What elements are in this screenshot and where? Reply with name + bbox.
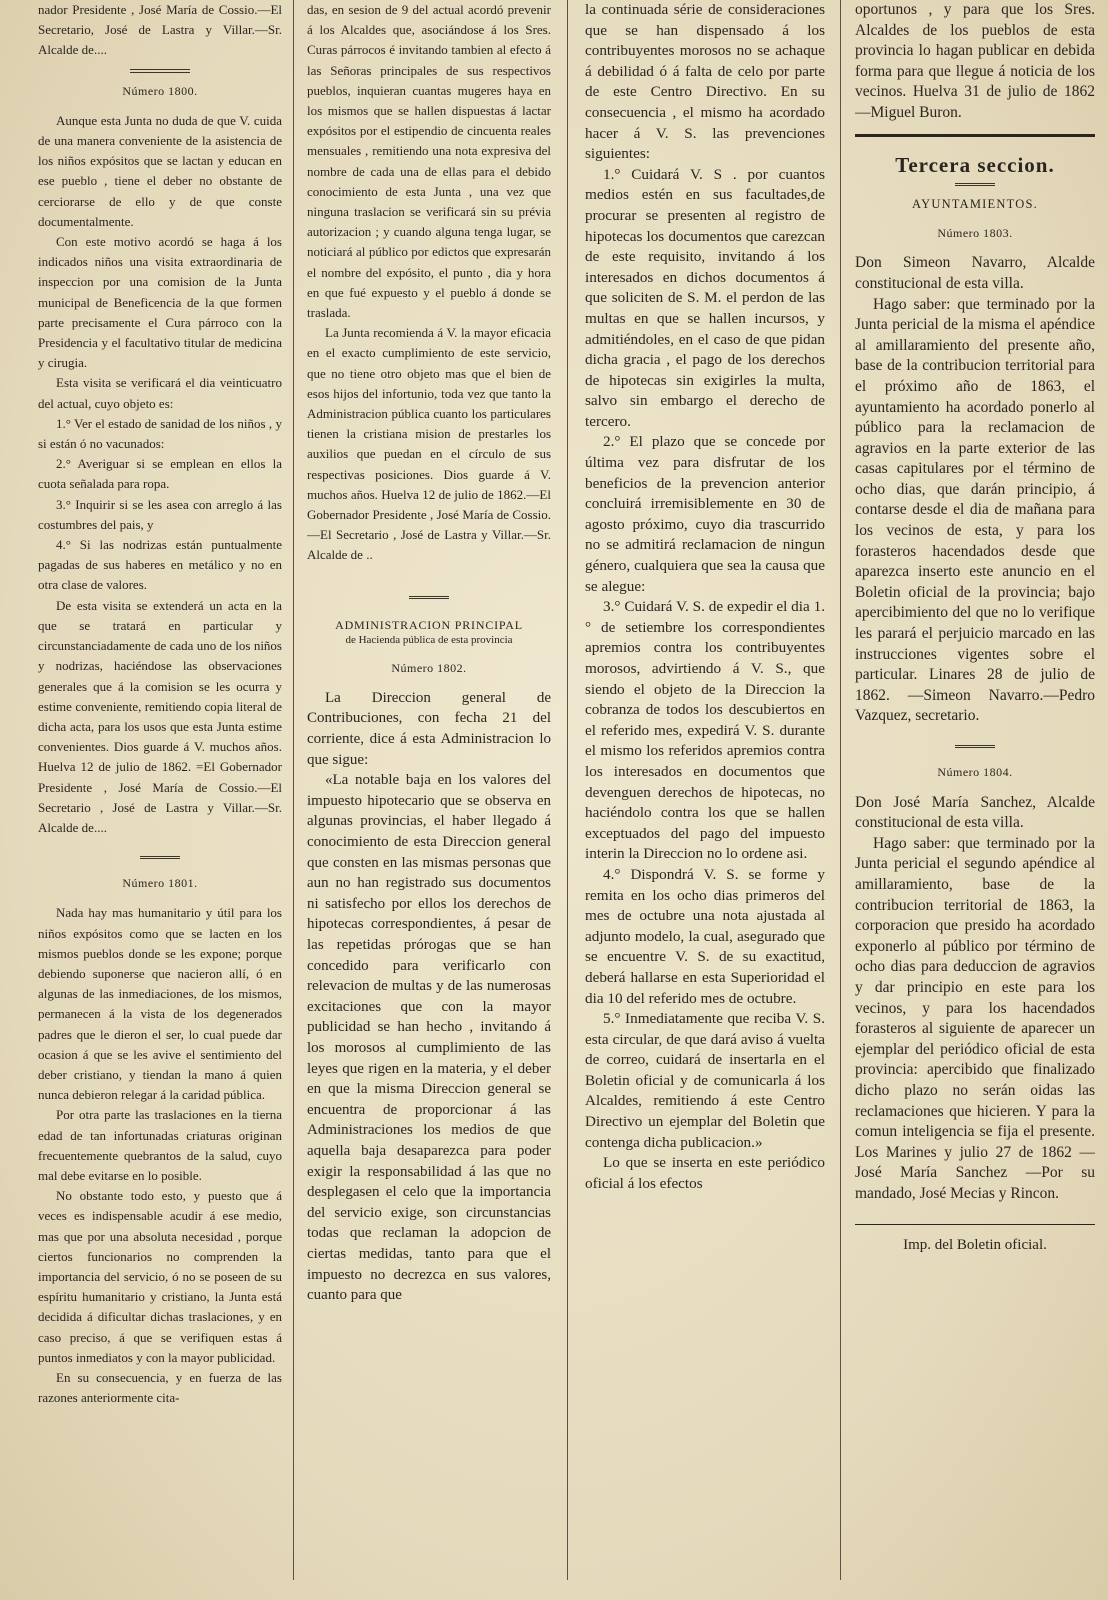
paragraph: Hago saber: que terminado por la Junta pericial el segundo apéndice al amillaramiento, base de la contribucion territorial de 1863, la corporacion que presido ha acordado exponerlo al público por término de ocho dias para deduccion de agravios y dar principio en este para los vecinos, y para los hacendados forasteros al siguiente de aparecer un ejemplar del periódico oficial de esta provincia: apercibido que finalizado dicho plazo no serán oidas las reclamaciones que hicieren. Y para la comun inteligencia se fija el presente. Los Marines y julio 27 de 1862 —José María Sanchez —Por su mandado, José Mecias y Rincon. bbox=[855, 834, 1095, 1202]
section-heading: ADMINISTRACION PRINCIPAL bbox=[335, 617, 523, 632]
paragraph: Por otra parte las traslaciones en la tierna edad de tan infortunadas criaturas originan frecuentemente quebrantos de la salud, cuyo mal debe evitarse en lo posible. bbox=[38, 1107, 282, 1183]
paragraph: La Junta recomienda á V. la mayor eficacia en el exacto cumplimiento de este servicio, que no tiene otro objeto mas que el bien de esos hijos del infortunio, toda vez que tanto la Administracion pública cuanto los particulares tienen la cristiana mision de prestarles los auxilios que puedan en el círculo de sus respectivas posiciones. Dios guarde á V. muchos años. Huelva 12 de julio de 1862.—El Gobernador Presidente , José María de Cossio.—El Secretario , José de Lastra y Villar.—Sr. Alcalde de .. bbox=[307, 325, 551, 563]
separator bbox=[140, 856, 180, 859]
section-subheading: de Hacienda pública de esta provincia bbox=[345, 633, 513, 646]
paragraph: Nada hay mas humanitario y útil para los niños expósitos como que se lacten en los mismos pueblos donde se les expone; porque debiendo suponerse que nacieron allí, ó en algunas de las inmediaciones, de los mismos, permanecen á la vista de los degenerados padres que le dieron el ser, lo cual puede dar ocasion á que se les avive el sentimiento del deber cristiano, y tiendan la mano á quien nunca debieron relegar á la caridad pública. bbox=[38, 905, 282, 1103]
paragraph: Con este motivo acordó se haga á los indicados niños una visita extraordinaria de inspeccion por una comision de la Junta municipal de Beneficencia de la que formen parte precisamente el Cura párroco con la Presidencia y el facultativo titular de medicina y cirugia. bbox=[38, 234, 282, 371]
paragraph: 3.° Inquirir si se les asea con arreglo á las costumbres del pais, y bbox=[38, 496, 282, 532]
notice-number: Número 1800. bbox=[122, 83, 198, 98]
paragraph: Hago saber: que terminado por la Junta pericial de la misma el apéndice al amillaramiento del presente año, base de la contribucion territorial para el próximo año de 1863, el ayuntamiento ha acordado ponerlo al público para la reclamacion de agravios en la parte exterior de las casas capitulares por el término de ocho dias, que darán principio, á contarse desde el dia de mañana para los vecinos de esta, y para los forasteros hacendados desde que aparezca inserto este anuncio en el Boletin oficial de la provincia; bajo apercibimiento del que no lo verifique les parará el perjuicio marcado en las instrucciones vigentes sobre el particular. Linares 28 de julio de 1862. —Simeon Navarro.—Pedro Vazquez, secretario. bbox=[855, 295, 1095, 725]
paragraph: La Direccion general de Contribuciones, con fecha 21 del corriente, dice á esta Administracion lo que sigue: bbox=[307, 689, 551, 768]
column-3 bbox=[585, 0, 825, 1600]
paragraph: das, en sesion de 9 del actual acordó prevenir á los Alcaldes que, asociándose á los Sres. Curas párrocos é invitando tambien al efecto á las Señoras principales de sus respectivos pueblos, inquieran cuantas mugeres haya en los mismos que se hallen dispuestas á lactar expósitos por el estipendio de cincuenta reales mensuales , remitiendo una nota expresiva del nombre de cada una de ellas para el debido conocimiento de esta Junta , una vez que ninguna traslacion se verificará sin su prévia autorizacion ; y cuando alguna tenga lugar, se noticiará al público por edictos que expresarán el nombre del expósito, el punto , dia y hora en que fué expuesto y el pueblo á donde se traslada. bbox=[307, 2, 551, 321]
paragraph: Esta visita se verificará el dia veinticuatro del actual, cuyo objeto es: bbox=[38, 375, 282, 411]
notice-number: Número 1802. bbox=[391, 660, 467, 675]
paragraph: 1.° Cuidará V. S . por cuantos medios estén en sus facultades,de procurar se presenten al registro de hipotecas los documentos que carezcan de este requisito, invitando á los interesados en dichos documentos á que soliciten de S. M. el perdon de las multas en que se hallen incursos, y admitiéndoles, en el caso de que pidan dicha gracia , el pago de los derechos de hipotecas sin exigirles la multa, salvo sin embargo el derecho de tercero. bbox=[585, 165, 825, 430]
paragraph: la continuada série de consideraciones que se han dispensado á los contribuyentes morosos no se achaque á debilidad ó á falta de celo por parte de este Centro Directivo. En su consecuencia , el mismo ha acordado hacer á V. S. las prevenciones siguientes: bbox=[585, 1, 825, 163]
imprint: Imp. del Boletin oficial. bbox=[903, 1237, 1047, 1254]
notice-heading: Don José María Sanchez, Alcalde constitucional de esta villa. bbox=[855, 793, 1095, 832]
paragraph: No obstante todo esto, y puesto que á veces es indispensable acudir á ese medio, mas que por una absoluta necesidad , porque ciertos funcionarios no comprenden la importancia del servicio, ó no se poseen de su espíritu humanitario y cristiano, la Junta está decidida á dificultar dichas traslaciones, y en caso preciso, á que se verifiquen estas á puntos inmediatos y con la mayor publicidad. bbox=[38, 1188, 282, 1365]
separator bbox=[409, 596, 449, 599]
section-subtitle: AYUNTAMIENTOS. bbox=[912, 197, 1038, 212]
notice-number: Número 1801. bbox=[122, 876, 198, 891]
section-title: Tercera seccion. bbox=[895, 152, 1055, 177]
column-rule bbox=[567, 0, 568, 1580]
column-rule bbox=[840, 0, 841, 1580]
notice-heading: Don Simeon Navarro, Alcalde constitucional de esta villa. bbox=[855, 254, 1095, 292]
column-rule bbox=[293, 0, 294, 1580]
paragraph: Aunque esta Junta no duda de que V. cuida de una manera conveniente de la asistencia de los niños expósitos que se lactan y educan en ese pueblo , tiene el deber no obstante de cerciorarse de ello y de que conste documentalmente. bbox=[38, 112, 282, 229]
separator bbox=[955, 745, 995, 748]
paragraph: Lo que se inserta en este periódico oficial á los efectos bbox=[585, 1154, 825, 1192]
paragraph: 5.° Inmediatamente que reciba V. S. esta circular, de que dará aviso á vuelta de correo, cuidará de insertarla en el Boletin oficial y de comunicarla á los Alcaldes, remitiendo á este Centro Directivo un ejemplar del Boletin que contenga dicha publicacion.» bbox=[585, 1010, 825, 1151]
divider bbox=[855, 1224, 1095, 1225]
separator bbox=[955, 183, 995, 186]
paragraph: 4.° Dispondrá V. S. se forme y remita en los ocho dias primeros del mes de octubre una nota ajustada al adjunto modelo, la cual, asegurado que se encuentre V. S. de su exactitud, deberá hallarse en esta Superioridad el dia 10 del referido mes de octubre. bbox=[585, 865, 825, 1007]
column-2 bbox=[307, 0, 551, 1600]
paragraph: 2.° Averiguar si se emplean en ellos la cuota señalada para ropa. bbox=[38, 456, 282, 492]
paragraph: 2.° El plazo que se concede por última vez para disfrutar de los beneficios de la prevencion anterior concluirá irremisiblemente en 30 de agosto próximo, cuyo dia trascurrido no se admitirá reclamacion de ningun género, cualquiera que sea la causa que se alegue: bbox=[585, 433, 825, 595]
column-1 bbox=[38, 0, 282, 1600]
notice-number: Número 1803. bbox=[937, 225, 1013, 240]
paragraph: 1.° Ver el estado de sanidad de los niños , y si están ó no vacunados: bbox=[38, 415, 282, 452]
paragraph: En su consecuencia, y en fuerza de las razones anteriormente cita- bbox=[38, 1370, 282, 1406]
paragraph: «La notable baja en los valores del impuesto hipotecario que se observa en algunas provincias, el haber llegado á conocimiento de esta Direccion general que consten en las mismas personas que aun no han registrado sus documentos ni satisfecho por ellos los derechos de hipotecas correspondientes, á pesar de las repetidas prórogas que se han concedido para verificarlo con relevacion de multas y de las numerosas excitaciones que con la mayor publicidad se han hecho , invitando á los morosos al cumplimiento de las leyes que rigen en la materia, y el deber en que la misma Direccion general se encuentra de proporcionar á las Administraciones los medios de que aquella baja desaparezca para poder exigir la responsabilidad á las que no desplegasen el celo que la importancia del servicio exige, son circunstancias todas que reclaman la adopcion de ciertas medidas, tanto para que el impuesto no decrezca en sus valores, cuanto para que bbox=[307, 772, 551, 1304]
paragraph: oportunos , y para que los Sres. Alcaldes de los pueblos de esta provincia lo hagan publicar en debida forma para que llegue á noticia de los vecinos. Huelva 31 de julio de 1862 —Miguel Buron. bbox=[855, 1, 1095, 121]
paragraph: De esta visita se extenderá un acta en la que se tratará en particular y circunstanciadamente de cada uno de los niños y nodrizas, haciéndose las observaciones generales que á la comision se les ocurra y estime conveniente, remitiendo copia literal de dicha acta, para los usos que esta Junta estime convenientes. Dios guarde á V. muchos años. Huelva 12 de julio de 1862. =El Gobernador Presidente , José María de Cossio.—El Secretario , José de Lastra y Villar.—Sr. Alcalde de.... bbox=[38, 597, 282, 835]
paragraph: 3.° Cuidará V. S. de expedir el dia 1.° de setiembre los correspondientes apremios contra los contribuyentes morosos, advirtiendo á V. S., que siendo el objeto de la Direccion la cobranza de todos los descubiertos en el referido mes, expedirá V. S. durante el mismo los referidos apremios contra los interesados en documentos que devenguen derechos de hipotecas, no haciéndolo contra los que se hallen exceptuados del pago del impuesto interin la Direccion no lo ordene asi. bbox=[585, 598, 825, 863]
separator bbox=[130, 69, 190, 73]
column-4 bbox=[855, 0, 1095, 1600]
paragraph: nador Presidente , José María de Cossio.—El Secretario, José de Lastra y Villar.—Sr. Alcalde de.... bbox=[38, 2, 282, 58]
notice-number: Número 1804. bbox=[937, 765, 1013, 779]
paragraph: 4.° Si las nodrizas están puntualmente pagadas de sus haberes en metálico y no en otra clase de valores. bbox=[38, 537, 282, 593]
section-divider bbox=[855, 134, 1095, 137]
